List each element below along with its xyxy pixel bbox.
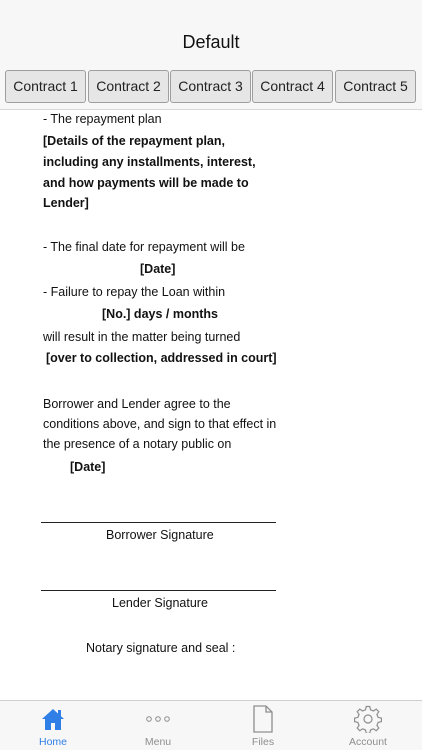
tab-contract-2[interactable]: Contract 2 bbox=[88, 70, 169, 103]
doc-line: Borrower and Lender agree to the bbox=[43, 397, 231, 411]
doc-line: [No.] days / months bbox=[102, 307, 218, 321]
doc-line: - The repayment plan bbox=[43, 112, 162, 126]
lender-signature-label: Lender Signature bbox=[112, 596, 208, 610]
tabbar-files[interactable] bbox=[228, 701, 298, 750]
borrower-signature-label: Borrower Signature bbox=[106, 528, 214, 542]
tabbar-account[interactable] bbox=[333, 701, 403, 750]
home-icon bbox=[18, 705, 88, 733]
tabbar-menu-label: Menu bbox=[144, 736, 172, 748]
doc-line: Lender] bbox=[43, 196, 89, 210]
page-title: Default bbox=[182, 32, 240, 52]
borrower-signature-line bbox=[41, 522, 276, 523]
doc-line: - The final date for repayment will be bbox=[43, 240, 245, 254]
doc-line: [Date] bbox=[140, 262, 176, 276]
tab-contract-4[interactable]: Contract 4 bbox=[252, 70, 333, 103]
tabbar-account-label: Account bbox=[349, 736, 387, 748]
lender-signature-line bbox=[41, 590, 276, 591]
doc-line: including any installments, interest, bbox=[43, 155, 256, 169]
doc-line: - Failure to repay the Loan within bbox=[43, 285, 226, 299]
tab-contract-5[interactable]: Contract 5 bbox=[335, 70, 416, 103]
tabbar-home-label: Home bbox=[38, 736, 67, 748]
tabbar-files-label: Files bbox=[251, 736, 275, 748]
gear-icon bbox=[333, 705, 403, 733]
doc-line: [over to collection, addressed in court] bbox=[46, 351, 277, 365]
doc-line: conditions above, and sign to that effect in bbox=[43, 417, 277, 431]
doc-line: and how payments will be made to bbox=[43, 176, 249, 190]
more-dots-icon bbox=[123, 705, 193, 733]
contract-tabs bbox=[0, 64, 422, 110]
tabbar-menu[interactable] bbox=[123, 701, 193, 750]
doc-line: [Details of the repayment plan, bbox=[43, 134, 225, 148]
doc-line: the presence of a notary public on bbox=[43, 437, 232, 451]
file-icon bbox=[228, 705, 298, 733]
notary-signature-label: Notary signature and seal : bbox=[86, 641, 236, 655]
doc-line: will result in the matter being turned bbox=[43, 330, 241, 344]
bottom-tab-bar bbox=[0, 700, 422, 750]
navigation-bar bbox=[0, 0, 422, 64]
doc-line: [Date] bbox=[70, 460, 106, 474]
tab-contract-1[interactable]: Contract 1 bbox=[5, 70, 86, 103]
tab-contract-3[interactable]: Contract 3 bbox=[170, 70, 251, 103]
contract-document[interactable] bbox=[0, 110, 422, 700]
tabbar-home[interactable] bbox=[18, 701, 88, 750]
